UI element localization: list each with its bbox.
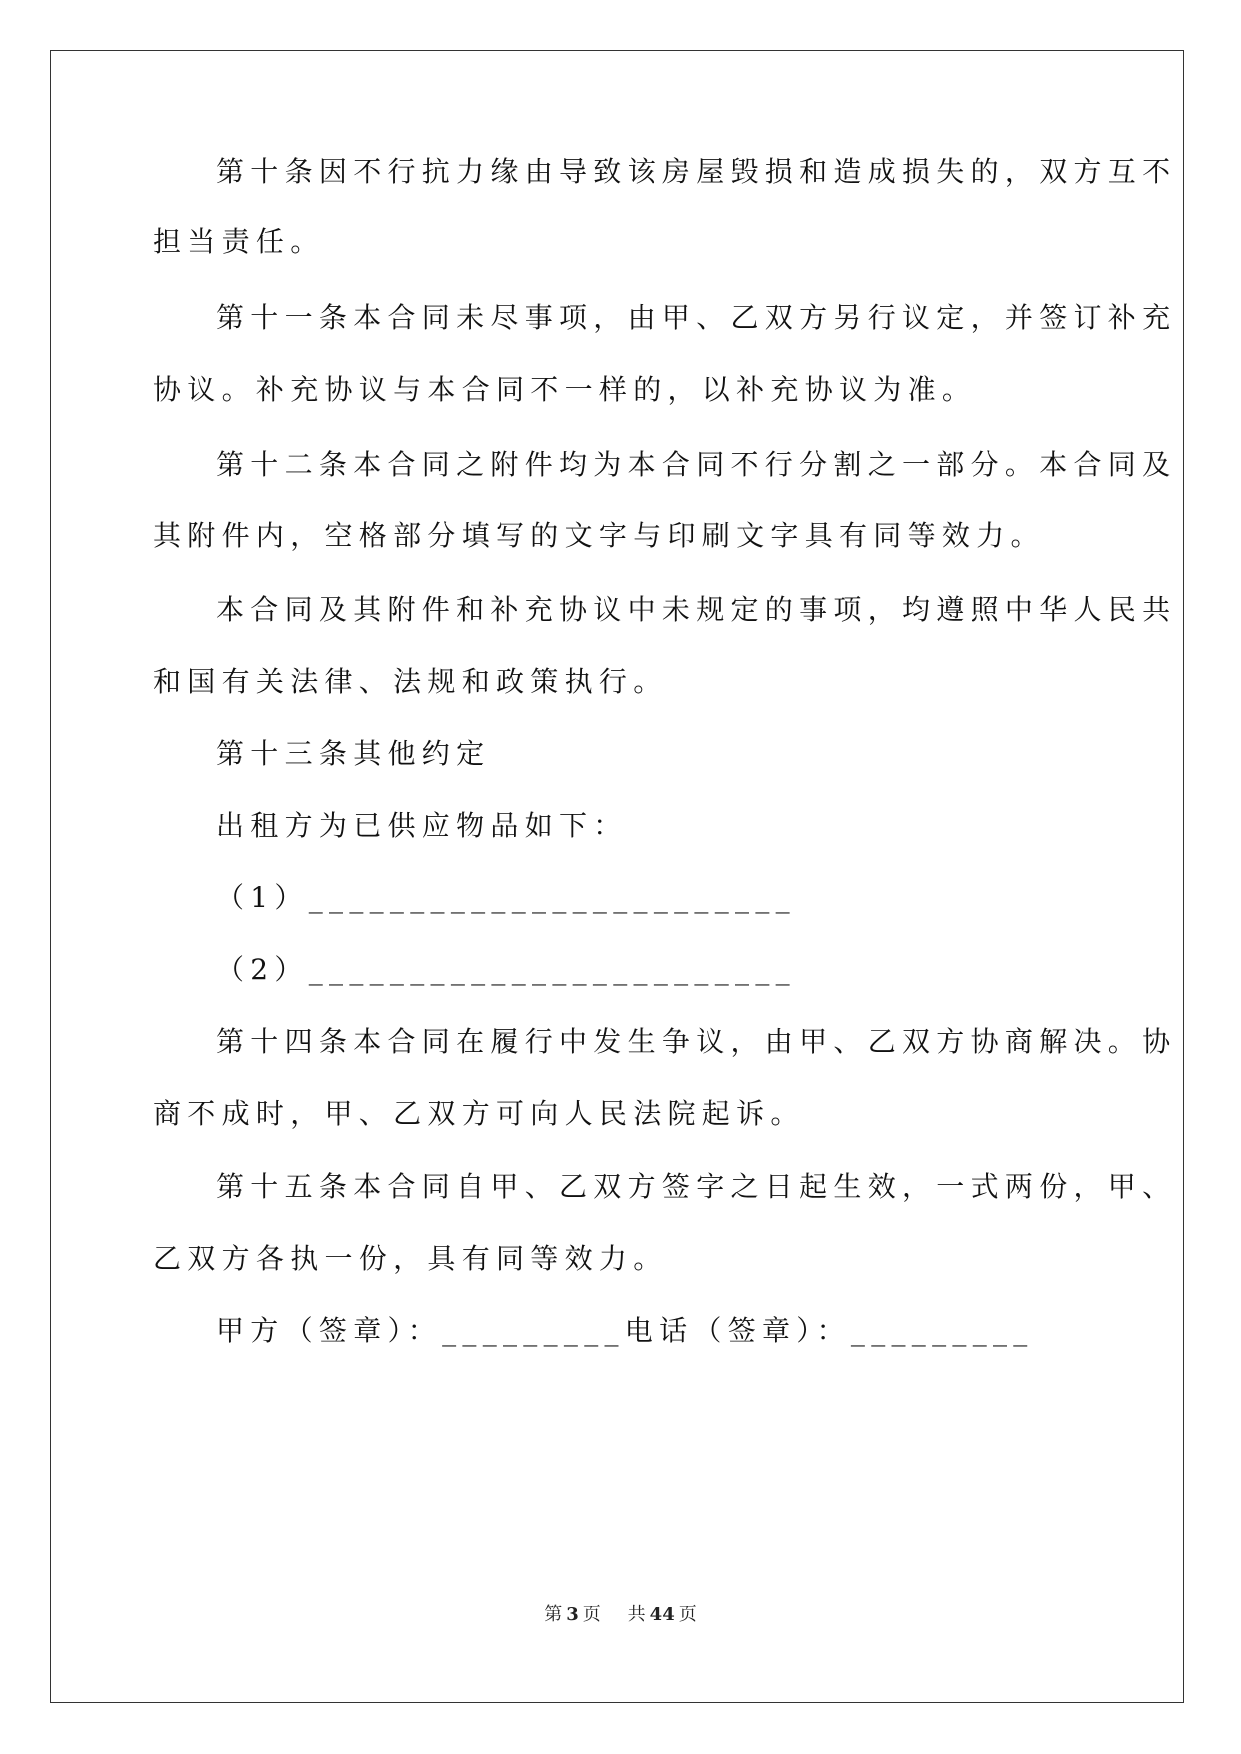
total-label-suffix: 页 xyxy=(678,1604,697,1625)
total-pages: 44 xyxy=(649,1604,675,1625)
paragraph-12-line-1: 第十二条本合同之附件均为本合同不行分割之一部分。本合同及 xyxy=(216,448,1177,481)
page-footer xyxy=(0,1600,1241,1626)
paragraph-14-line-1: 第十四条本合同在履行中发生争议，由甲、乙双方协商解决。协 xyxy=(216,1025,1177,1058)
paragraph-14-line-2: 商不成时，甲、乙双方可向人民法院起诉。 xyxy=(153,1097,805,1130)
total-label-prefix: 共 xyxy=(627,1604,646,1625)
paragraph-13-heading: 第十三条其他约定 xyxy=(216,737,491,770)
paragraph-12-line-2: 其附件内，空格部分填写的文字与印刷文字具有同等效力。 xyxy=(153,519,1045,552)
paragraph-15-line-1: 第十五条本合同自甲、乙双方签字之日起生效，一式两份，甲、 xyxy=(216,1170,1177,1203)
paragraph-law-line-1: 本合同及其附件和补充协议中未规定的事项，均遵照中华人民共 xyxy=(216,593,1177,626)
paragraph-11-line-1: 第十一条本合同未尽事项，由甲、乙双方另行议定，并签订补充 xyxy=(216,301,1177,334)
page-label-prefix: 第 xyxy=(544,1604,563,1625)
item-1-blank: （1）________________________ xyxy=(216,881,796,914)
paragraph-items-intro: 出租方为已供应物品如下： xyxy=(216,809,628,842)
paragraph-10-line-1: 第十条因不行抗力缘由导致该房屋毁损和造成损失的，双方互不 xyxy=(216,155,1177,188)
paragraph-10-line-2: 担当责任。 xyxy=(153,225,325,258)
paragraph-11-line-2: 协议。补充协议与本合同不一样的，以补充协议为准。 xyxy=(153,373,977,406)
paragraph-law-line-2: 和国有关法律、法规和政策执行。 xyxy=(153,665,668,698)
paragraph-15-line-2: 乙双方各执一份，具有同等效力。 xyxy=(153,1242,668,1275)
signature-line: 甲方（签章）：_________电话（签章）：_________ xyxy=(216,1314,1034,1347)
page-number: 3 xyxy=(566,1604,579,1625)
page-label-suffix: 页 xyxy=(582,1604,601,1625)
item-2-blank: （2）________________________ xyxy=(216,953,796,986)
